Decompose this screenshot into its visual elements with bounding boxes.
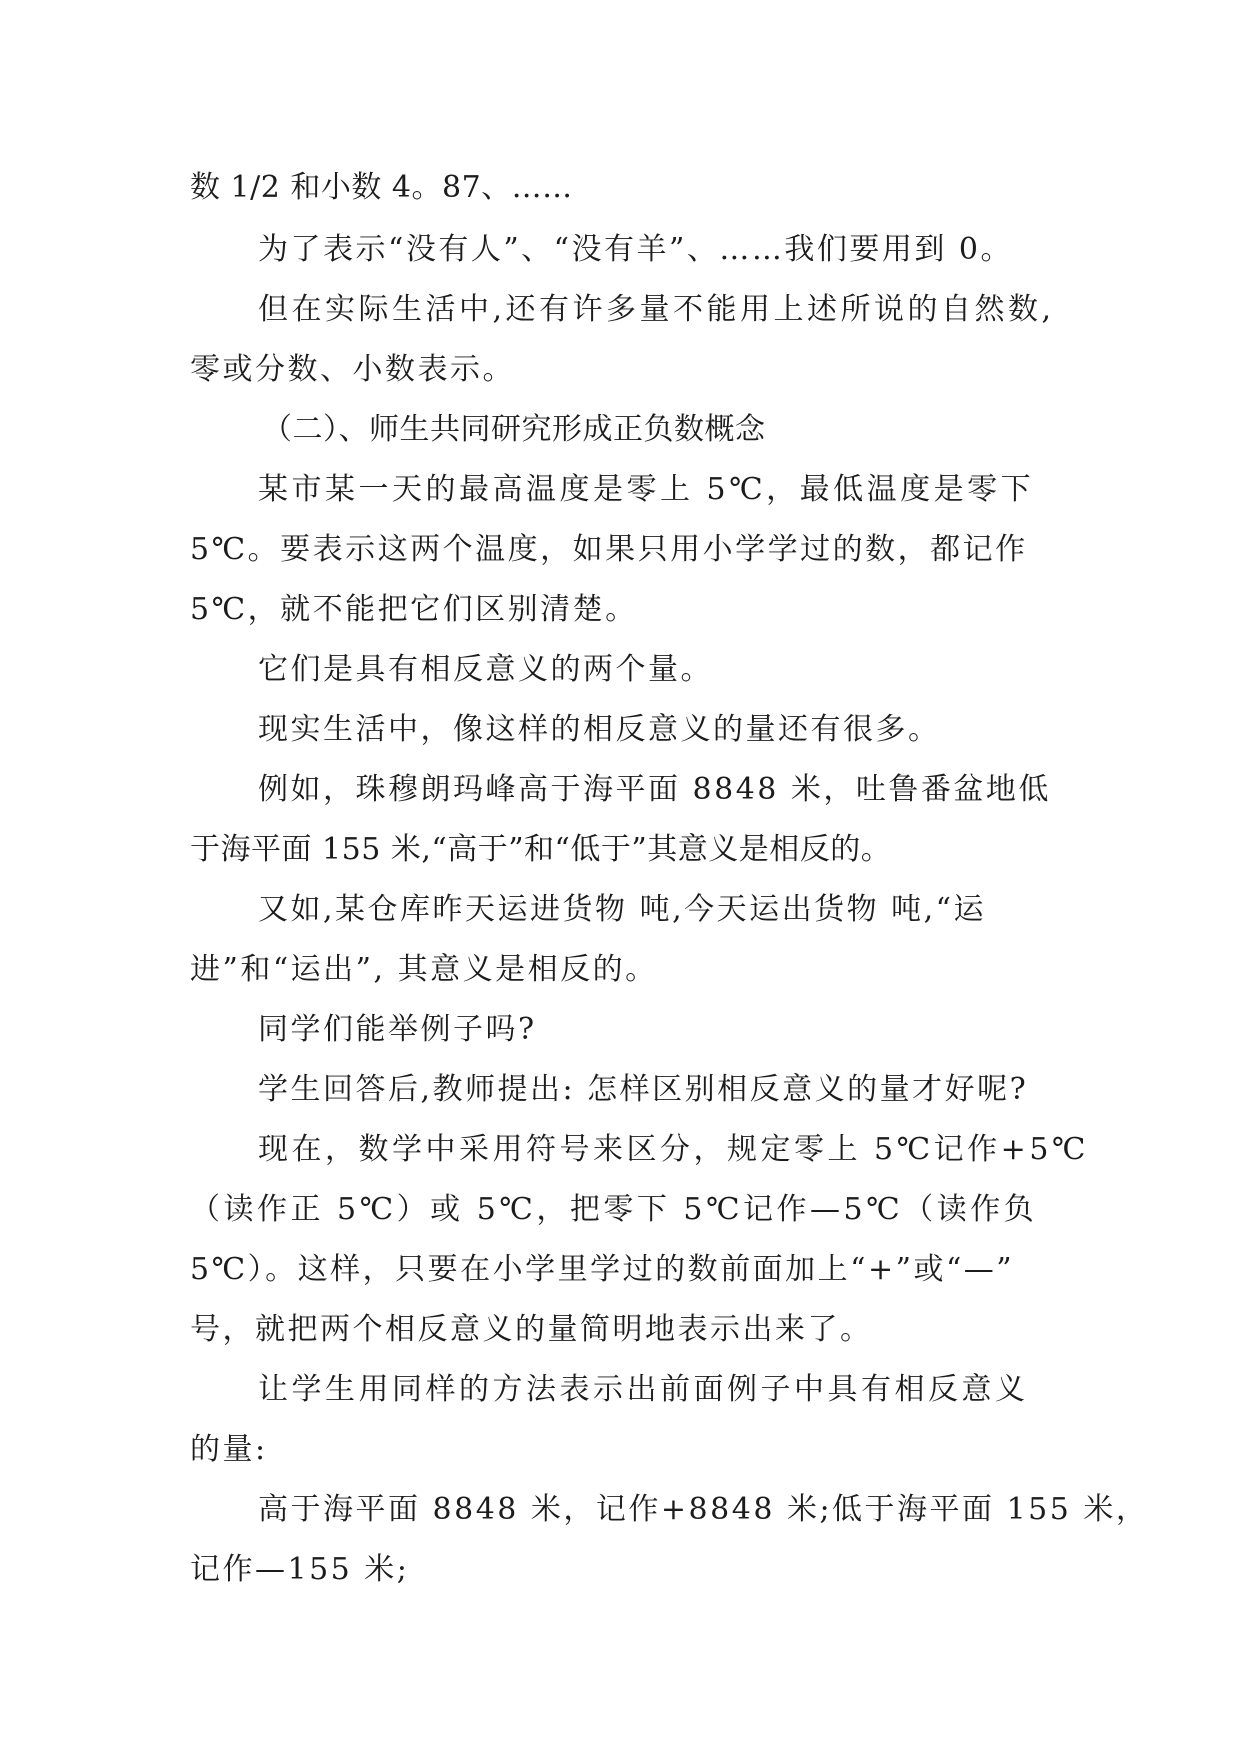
- text-line: 又如,某仓库昨天运进货物 吨,今天运出货物 吨,“运: [258, 892, 987, 927]
- text-line: 为了表示“没有人”、“没有羊”、……我们要用到 0。: [258, 232, 1013, 267]
- text-line: 让学生用同样的方法表示出前面例子中具有相反意义: [258, 1372, 1029, 1407]
- text-line: 同学们能举例子吗?: [258, 1012, 537, 1047]
- text-line: 某市某一天的最高温度是零上 5℃，最低温度是零下: [258, 472, 1035, 507]
- text-line: 例如，珠穆朗玛峰高于海平面 8848 米，吐鲁番盆地低: [258, 772, 1051, 807]
- text-line: 但在实际生活中,还有许多量不能用上述所说的自然数,: [258, 292, 1055, 327]
- text-line: 学生回答后,教师提出: 怎样区别相反意义的量才好呢?: [258, 1072, 1029, 1107]
- text-line: 5℃，就不能把它们区别清楚。: [190, 592, 638, 627]
- text-line: 它们是具有相反意义的两个量。: [258, 652, 713, 687]
- text-line: 5℃）。这样，只要在小学里学过的数前面加上“+”或“—”: [190, 1252, 1015, 1287]
- text-line: 高于海平面 8848 米，记作+8848 米;低于海平面 155 米，: [258, 1492, 1149, 1527]
- text-line: 的量:: [190, 1432, 268, 1467]
- text-line: 数 1/2 和小数 4。87、……: [190, 170, 573, 205]
- text-line: 进”和“运出”, 其意义是相反的。: [190, 952, 658, 987]
- text-line: 现实生活中，像这样的相反意义的量还有很多。: [258, 712, 941, 747]
- text-line: 5℃。要表示这两个温度，如果只用小学学过的数，都记作: [190, 532, 1028, 567]
- section-heading: （二）、师生共同研究形成正负数概念: [262, 412, 766, 447]
- text-line: （读作正 5℃）或 5℃，把零下 5℃记作—5℃（读作负: [190, 1192, 1038, 1227]
- text-line: 现在，数学中采用符号来区分，规定零上 5℃记作+5℃: [258, 1132, 1089, 1167]
- text-line: 于海平面 155 米,“高于”和“低于”其意义是相反的。: [190, 832, 892, 867]
- text-line: 号，就把两个相反意义的量简明地表示出来了。: [190, 1312, 873, 1347]
- text-line: 记作—155 米;: [190, 1552, 410, 1587]
- text-line: 零或分数、小数表示。: [190, 352, 515, 387]
